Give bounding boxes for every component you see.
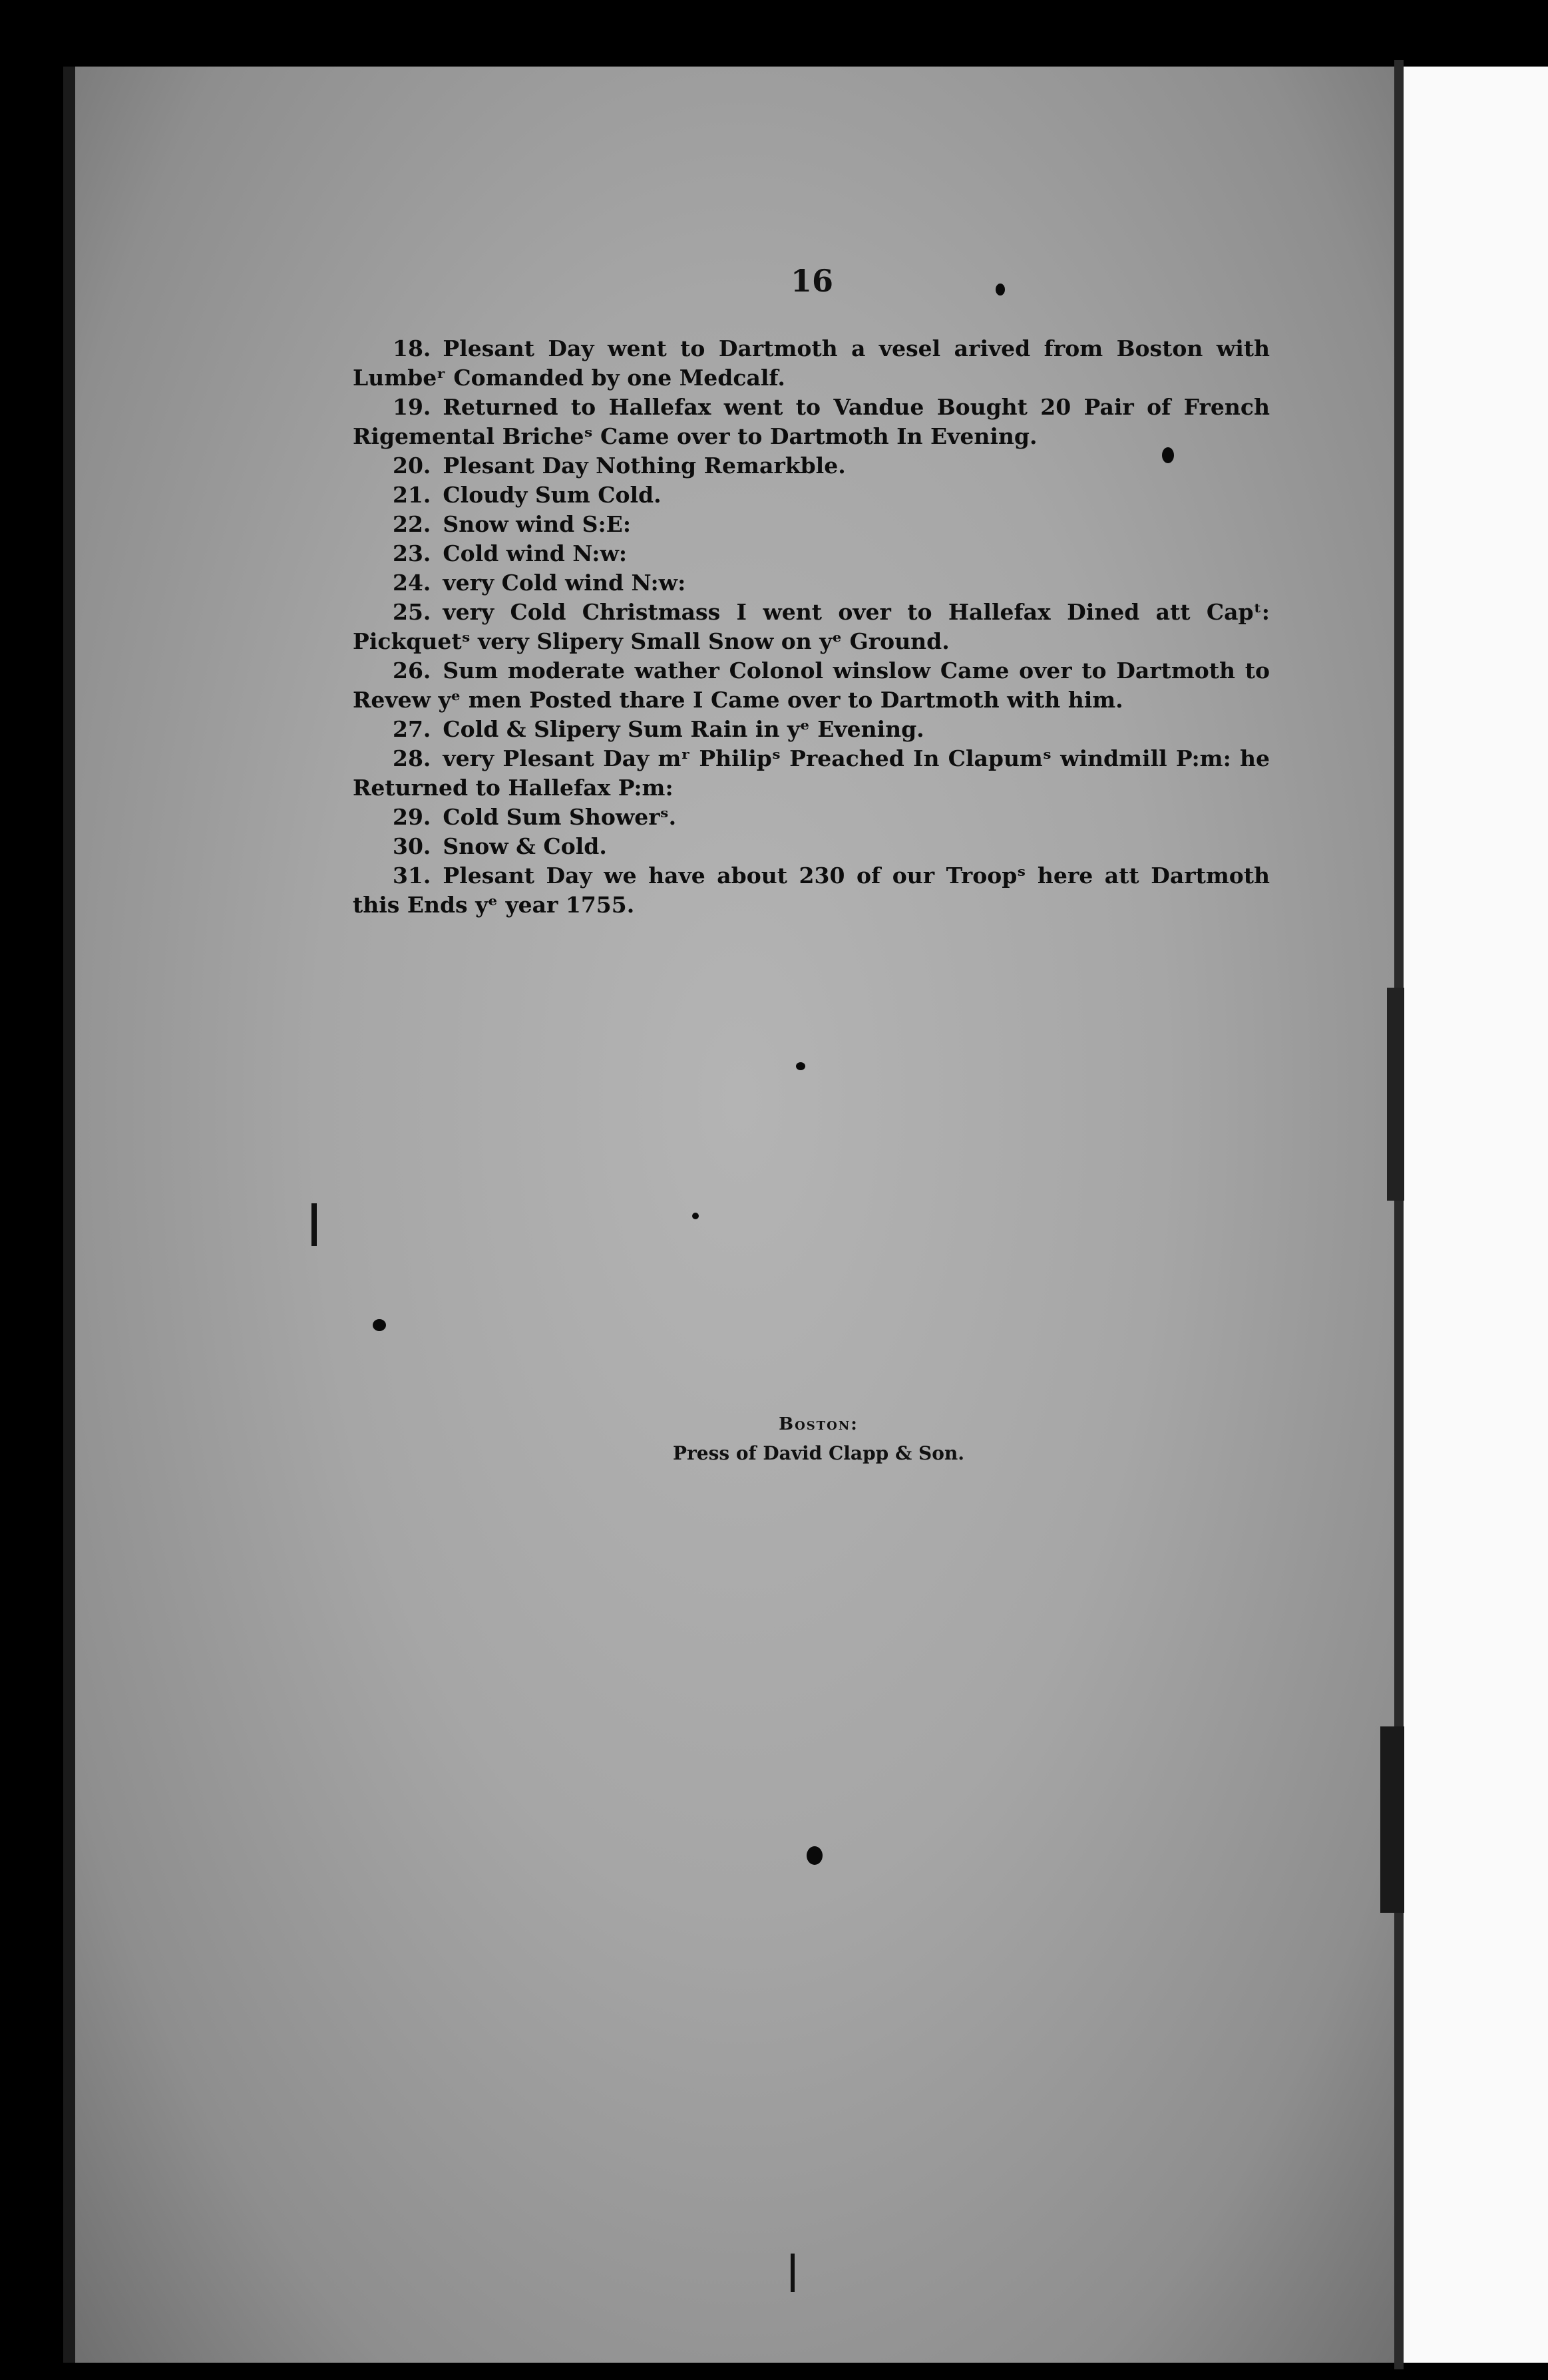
entry-date: 21. [393,482,431,508]
entry-date: 26. [393,658,431,684]
diary-entry [353,393,1270,451]
diary-entry [353,832,1270,861]
entry-date: 19. [393,394,431,420]
diary-entry [353,334,1270,393]
edge-tear-mark [1380,1726,1404,1913]
entry-text: Cold & Slipery Sum Rain in yᵉ Evening. [443,716,924,742]
entry-text: Snow & Cold. [443,833,607,859]
entry-date: 29. [393,804,431,830]
entry-text: Plesant Day Nothing Remarkble. [443,453,846,479]
entry-date: 27. [393,716,431,742]
edge-tear-mark [1387,988,1404,1201]
entry-text: Cold wind N:w: [443,540,628,566]
ink-speck [692,1213,699,1219]
diary-entry [353,803,1270,832]
entry-date: 20. [393,453,431,479]
imprint-city: Boston: [779,1414,859,1434]
diary-entry [353,656,1270,715]
entry-date: 24. [393,570,431,596]
diary-entry [353,861,1270,920]
diary-entry [353,481,1270,510]
entry-date: 31. [393,863,431,889]
ink-speck [796,1062,805,1070]
entry-text: Plesant Day we have about 230 of our Troopˢ here att Dartmoth this Ends yᵉ year 1755. [353,863,1270,918]
entry-date: 23. [393,540,431,566]
entry-text: Sum moderate wather Colonol winslow Came over to Dartmoth to Revew yᵉ men Posted thare I Came over to Dartmoth with him. [353,658,1270,713]
entry-text: Snow wind S:E: [443,511,632,537]
ink-mark [311,1203,317,1246]
diary-entry [353,451,1270,481]
ink-mark [791,2254,795,2292]
entry-text: Cold Sum Showerˢ. [443,804,677,830]
ink-speck [373,1319,386,1331]
imprint-press: Press of David Clapp & Son. [672,1442,965,1464]
entry-text: Plesant Day went to Dartmoth a vesel arived from Boston with Lumbeʳ Comanded by one Medcalf. [353,335,1270,391]
entry-date: 28. [393,745,431,771]
ink-speck [996,284,1005,296]
diary-entry [353,715,1270,744]
entry-text: Returned to Hallefax went to Vandue Bought 20 Pair of French Rigemental Bricheˢ Came over to Dartmoth In Evening. [353,394,1270,449]
entry-text: very Cold Christmass I went over to Hallefax Dined att Capᵗ: Pickquetˢ very Slipery Small Snow on yᵉ Ground. [353,599,1270,654]
page-number: 16 [790,263,833,299]
diary-entry [353,510,1270,539]
diary-entry [353,598,1270,656]
entry-text: very Cold wind N:w: [443,570,686,596]
entry-text: Cloudy Sum Cold. [443,482,662,508]
diary-entries [353,334,1270,920]
entry-date: 30. [393,833,431,859]
entry-text: very Plesant Day mʳ Philipˢ Preached In Clapumˢ windmill P:m: he Returned to Hallefax P:m: [353,745,1270,801]
adjacent-blank-leaf [1404,67,1548,2363]
printer-imprint [586,1411,1052,1470]
page-binding-edge [1394,60,1404,2369]
entry-date: 25. [393,599,431,625]
ink-speck [807,1846,823,1865]
ink-speck [1162,447,1174,463]
entry-date: 22. [393,511,431,537]
entry-date: 18. [393,335,431,361]
diary-entry [353,539,1270,568]
diary-entry [353,744,1270,803]
diary-entry [353,568,1270,598]
